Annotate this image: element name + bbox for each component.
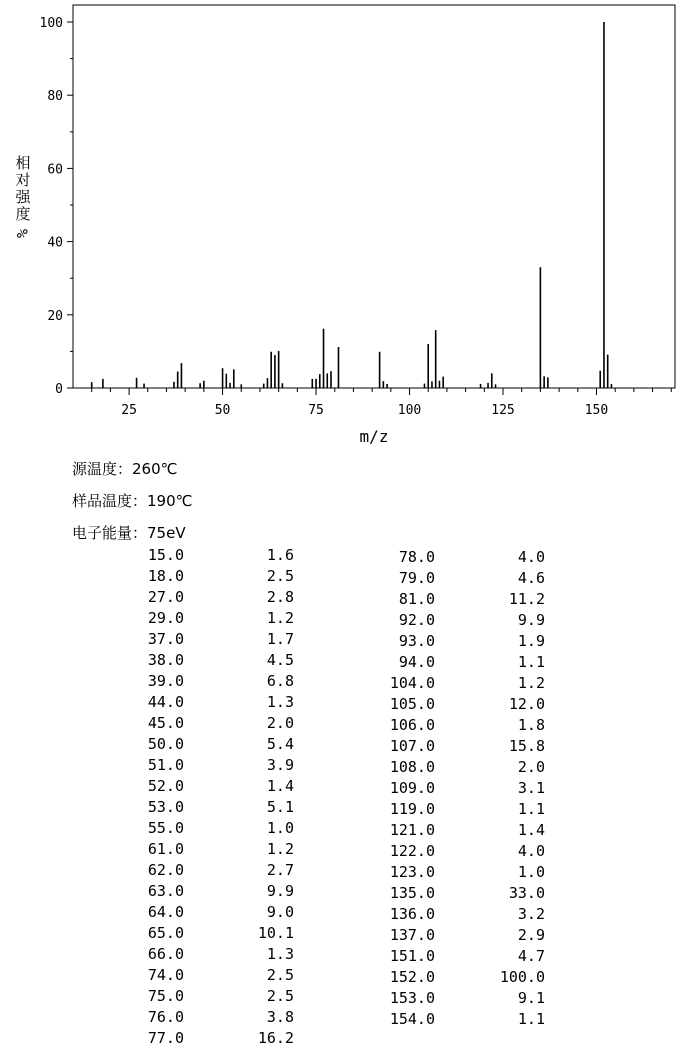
- intensity-value: 15.8: [508, 737, 545, 755]
- intensity-value: 1.2: [266, 840, 294, 858]
- intensity-value: 12.0: [508, 695, 545, 713]
- y-tick-label: 60: [47, 162, 63, 178]
- intensity-value: 5.1: [266, 798, 294, 816]
- intensity-value: 1.3: [266, 945, 294, 963]
- intensity-value: 2.5: [266, 567, 294, 585]
- intensity-value: 2.5: [266, 987, 294, 1005]
- mz-value: 63.0: [147, 882, 184, 900]
- y-axis-label-char: 度: [15, 205, 31, 223]
- mz-value: 123.0: [389, 863, 435, 881]
- intensity-value: 2.0: [266, 714, 294, 732]
- mz-value: 50.0: [147, 735, 184, 753]
- plot-frame: [73, 5, 675, 388]
- intensity-value: 4.7: [517, 947, 545, 965]
- x-tick-label: 150: [584, 403, 609, 418]
- intensity-value: 2.8: [266, 588, 294, 606]
- intensity-value: 1.9: [517, 632, 545, 650]
- intensity-value: 100.0: [499, 968, 545, 986]
- intensity-value: 4.5: [266, 651, 294, 669]
- mz-value: 135.0: [389, 884, 435, 902]
- intensity-value: 9.0: [266, 903, 294, 921]
- mz-value: 92.0: [398, 611, 435, 629]
- mz-value: 105.0: [389, 695, 435, 713]
- intensity-value: 1.2: [517, 674, 545, 692]
- intensity-value: 1.0: [517, 863, 545, 881]
- x-tick-label: 125: [491, 403, 515, 418]
- mz-value: 78.0: [398, 548, 435, 566]
- intensity-value: 1.3: [266, 693, 294, 711]
- mz-value: 77.0: [147, 1029, 184, 1047]
- mz-value: 76.0: [147, 1008, 184, 1026]
- y-tick-label: 100: [39, 16, 63, 31]
- intensity-value: 2.7: [266, 861, 294, 879]
- mz-value: 18.0: [147, 567, 184, 585]
- y-axis-unit: %: [13, 228, 32, 239]
- mz-value: 152.0: [389, 968, 435, 986]
- y-axis-label-char: 强: [15, 188, 31, 206]
- y-axis-label-char: 对: [15, 171, 31, 189]
- x-tick-label: 50: [214, 403, 231, 418]
- x-tick-label: 75: [308, 403, 324, 418]
- mass-spectrum-chart: [0, 0, 680, 450]
- mz-value: 64.0: [147, 903, 184, 921]
- intensity-value: 1.1: [517, 653, 545, 671]
- intensity-value: 5.4: [266, 735, 294, 753]
- mz-value: 121.0: [389, 821, 435, 839]
- y-tick-label: 20: [47, 308, 63, 324]
- mz-value: 79.0: [398, 569, 435, 587]
- intensity-value: 16.2: [257, 1029, 294, 1047]
- mz-value: 44.0: [147, 693, 184, 711]
- intensity-value: 3.1: [517, 779, 545, 797]
- intensity-value: 1.1: [517, 800, 545, 818]
- intensity-value: 3.8: [266, 1008, 294, 1026]
- intensity-value: 4.0: [517, 548, 545, 566]
- intensity-value: 3.2: [517, 905, 545, 923]
- mz-value: 37.0: [147, 630, 184, 648]
- mz-value: 66.0: [147, 945, 184, 963]
- x-axis-ticks: [92, 388, 672, 418]
- intensity-value: 9.9: [517, 611, 545, 629]
- y-tick-label: 80: [47, 89, 63, 105]
- mz-value: 38.0: [147, 651, 184, 669]
- mz-value: 51.0: [147, 756, 184, 774]
- mz-value: 108.0: [389, 758, 435, 776]
- mz-value: 136.0: [389, 905, 435, 923]
- intensity-value: 2.0: [517, 758, 545, 776]
- mz-value: 151.0: [389, 947, 435, 965]
- mz-value: 45.0: [147, 714, 184, 732]
- mz-value: 137.0: [389, 926, 435, 944]
- mz-value: 106.0: [389, 716, 435, 734]
- x-tick-label: 25: [121, 403, 137, 418]
- mz-value: 81.0: [398, 590, 435, 608]
- source-temperature: 源温度：260℃: [72, 460, 178, 478]
- x-axis-label: m/z: [359, 427, 389, 446]
- mz-value: 74.0: [147, 966, 184, 984]
- sample-temperature: 样品温度：190℃: [72, 492, 193, 510]
- spectrum-peaks: [92, 22, 612, 388]
- electron-energy: 电子能量：75eV: [72, 524, 186, 542]
- intensity-value: 9.1: [517, 989, 545, 1007]
- y-tick-label: 0: [55, 382, 63, 397]
- y-axis-label-char: 相: [15, 154, 31, 172]
- mz-value: 109.0: [389, 779, 435, 797]
- intensity-value: 10.1: [257, 924, 294, 942]
- y-axis-label: [14, 155, 32, 242]
- intensity-value: 1.2: [266, 609, 294, 627]
- y-tick-label: 40: [47, 235, 63, 251]
- mz-value: 93.0: [398, 632, 435, 650]
- intensity-value: 3.9: [266, 756, 294, 774]
- intensity-value: 4.0: [517, 842, 545, 860]
- mz-value: 15.0: [147, 546, 184, 564]
- intensity-value: 2.5: [266, 966, 294, 984]
- mz-value: 154.0: [389, 1010, 435, 1028]
- intensity-value: 1.7: [266, 630, 294, 648]
- intensity-value: 2.9: [517, 926, 545, 944]
- mz-value: 29.0: [147, 609, 184, 627]
- mz-value: 61.0: [147, 840, 184, 858]
- mz-value: 39.0: [147, 672, 184, 690]
- intensity-value: 6.8: [266, 672, 294, 690]
- mz-value: 119.0: [389, 800, 435, 818]
- intensity-value: 11.2: [508, 590, 545, 608]
- intensity-value: 1.8: [517, 716, 545, 734]
- intensity-value: 1.0: [266, 819, 294, 837]
- mz-value: 107.0: [389, 737, 435, 755]
- intensity-value: 4.6: [517, 569, 545, 587]
- mz-value: 153.0: [389, 989, 435, 1007]
- mz-value: 94.0: [398, 653, 435, 671]
- mz-value: 52.0: [147, 777, 184, 795]
- intensity-value: 1.4: [517, 821, 545, 839]
- mz-value: 62.0: [147, 861, 184, 879]
- y-axis-ticks: [40, 16, 73, 397]
- x-tick-label: 100: [397, 403, 422, 418]
- mz-value: 27.0: [147, 588, 184, 606]
- mz-value: 75.0: [147, 987, 184, 1005]
- mz-value: 53.0: [147, 798, 184, 816]
- intensity-value: 1.4: [266, 777, 294, 795]
- intensity-value: 1.6: [266, 546, 294, 564]
- mz-value: 122.0: [389, 842, 435, 860]
- intensity-value: 9.9: [266, 882, 294, 900]
- mz-value: 65.0: [147, 924, 184, 942]
- intensity-value: 1.1: [517, 1010, 545, 1028]
- intensity-value: 33.0: [508, 884, 545, 902]
- mz-value: 104.0: [389, 674, 435, 692]
- mz-value: 55.0: [147, 819, 184, 837]
